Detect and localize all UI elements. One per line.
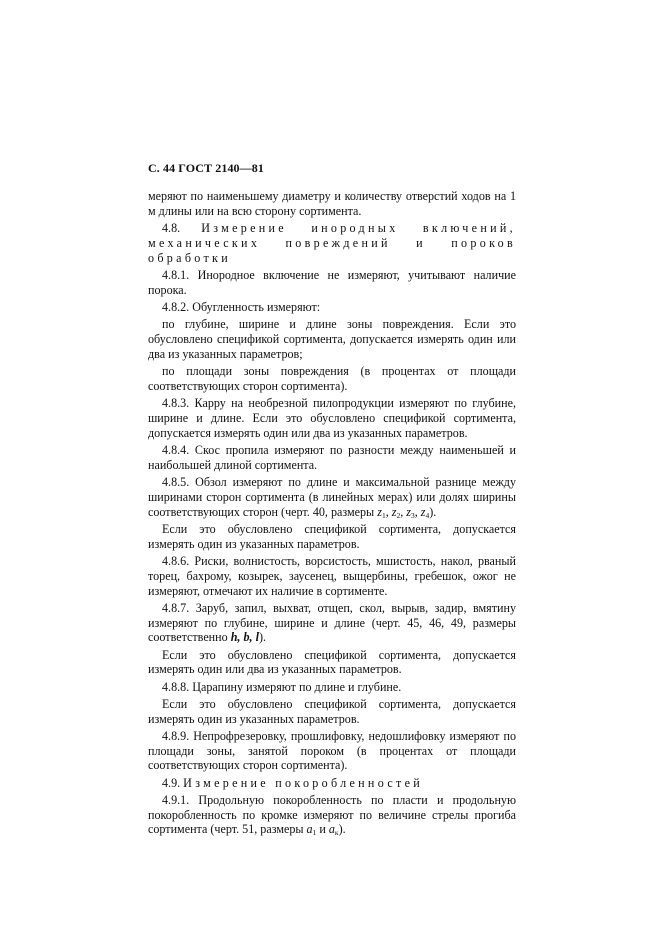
paragraph-4-8-6: 4.8.6. Риски, волнистость, ворсистость, мшистость, накол, рваный торец, бахрому, козырек, заусенец, выщербины, гребешок, ожог не измеряют, отмечают их наличие в сортименте. xyxy=(148,553,516,598)
paragraph-end: ). xyxy=(338,822,346,837)
var-a1: a xyxy=(306,822,313,837)
sub-3: 3 xyxy=(410,510,415,520)
var-z1: z xyxy=(377,504,382,519)
paragraph-note: Если это обусловлено спецификой сортимента, допускается измерять один из указанных параметров. xyxy=(148,696,516,726)
conj: и xyxy=(316,822,329,837)
paragraph-text: 4.9.1. Продольную покоробленность по пласти и продольную покоробленность по кромке измеряют по величине стрелы прогиба сортимента (черт. 51, размеры xyxy=(148,792,516,837)
sub-2: 2 xyxy=(396,510,401,520)
section-title: Измерение инородных включений, механических повреждений и пороков обработки xyxy=(148,221,516,265)
paragraph-4-8-4: 4.8.4. Скос пропила измеряют по разности между наименьшей и наибольшей длиной сортимента. xyxy=(148,442,516,472)
paragraph-4-8-7 xyxy=(148,601,516,646)
paragraph-end: ). xyxy=(429,504,437,519)
sub-k: к xyxy=(334,828,339,838)
paragraph-text: 4.8.5. Обзол измеряют по длине и максимальной разнице между ширинами сторон сортимента (в линейных мерах) или долях ширины соответствующих сторон (черт. 40, размеры xyxy=(148,474,516,519)
list-item-depth: по глубине, ширине и длине зоны повреждения. Если это обусловлено спецификой сортимента, допускается измерять один или два из указанных параметров; xyxy=(148,317,516,361)
var-z2: z xyxy=(391,504,397,519)
sep: , xyxy=(414,504,421,519)
document-body xyxy=(148,189,516,840)
var-z4: z xyxy=(420,504,426,519)
paragraph-note: Если это обусловлено спецификой сортимента, допускается измерять один из указанных параметров. xyxy=(148,521,516,551)
var-ak: a xyxy=(328,822,335,837)
paragraph-4-8-3: 4.8.3. Карру на необрезной пилопродукции измеряют по глубине, ширине и длине. Если это обусловлено спецификой сортимента, допускается измерять один или два из указанных параметров. xyxy=(148,395,516,440)
paragraph-4-8-8: 4.8.8. Царапину измеряют по длине и глубине. xyxy=(162,679,402,694)
sub-1: 1 xyxy=(312,828,317,838)
paragraph-4-8-1: 4.8.1. Инородное включение не измеряют, учитывают наличие порока. xyxy=(148,267,516,297)
section-heading-4-9 xyxy=(148,776,516,791)
sep: , xyxy=(385,504,392,519)
section-number: 4.8. xyxy=(162,221,181,235)
list-item-area: по площади зоны повреждения (в процентах от площади соответствующих сторон сортимента). xyxy=(148,363,516,393)
sub-1: 1 xyxy=(381,510,386,520)
section-number: 4.9. xyxy=(162,775,181,790)
paragraph-text: 4.8.7. Заруб, запил, выхват, отщеп, скол, вырыв, задир, вмятину измеряют по глубине, ширине и длине (черт. 45, 46, 49, размеры соответственно xyxy=(148,600,516,645)
paragraph-4-8-2: 4.8.2. Обугленность измеряют: xyxy=(162,299,321,314)
var-z3: z xyxy=(406,504,411,519)
page-header: С. 44 ГОСТ 2140—81 xyxy=(148,161,264,175)
paragraph-continuation: меряют по наименьшему диаметру и количеству отверстий ходов на 1 м длины или на всю сторону сортимента. xyxy=(148,189,516,218)
paragraph-note: Если это обусловлено спецификой сортимента, допускается измерять один или два из указанных параметров. xyxy=(148,647,516,677)
paragraph-end: ). xyxy=(258,630,266,645)
section-title: Измерение покоробленностей xyxy=(183,775,424,790)
var-hbl: h, b, l xyxy=(230,630,259,645)
paragraph-4-8-5 xyxy=(148,475,516,520)
sub-4: 4 xyxy=(425,510,430,520)
section-heading-4-8 xyxy=(148,221,516,266)
paragraph-4-8-9: 4.8.9. Непрофрезеровку, прошлифовку, недошлифовку измеряют по площади зоны, занятой пороком (в процентах от площади соответствующих сторон сортимента). xyxy=(148,728,516,773)
paragraph-4-9-1 xyxy=(148,793,516,838)
sep: , xyxy=(400,504,407,519)
